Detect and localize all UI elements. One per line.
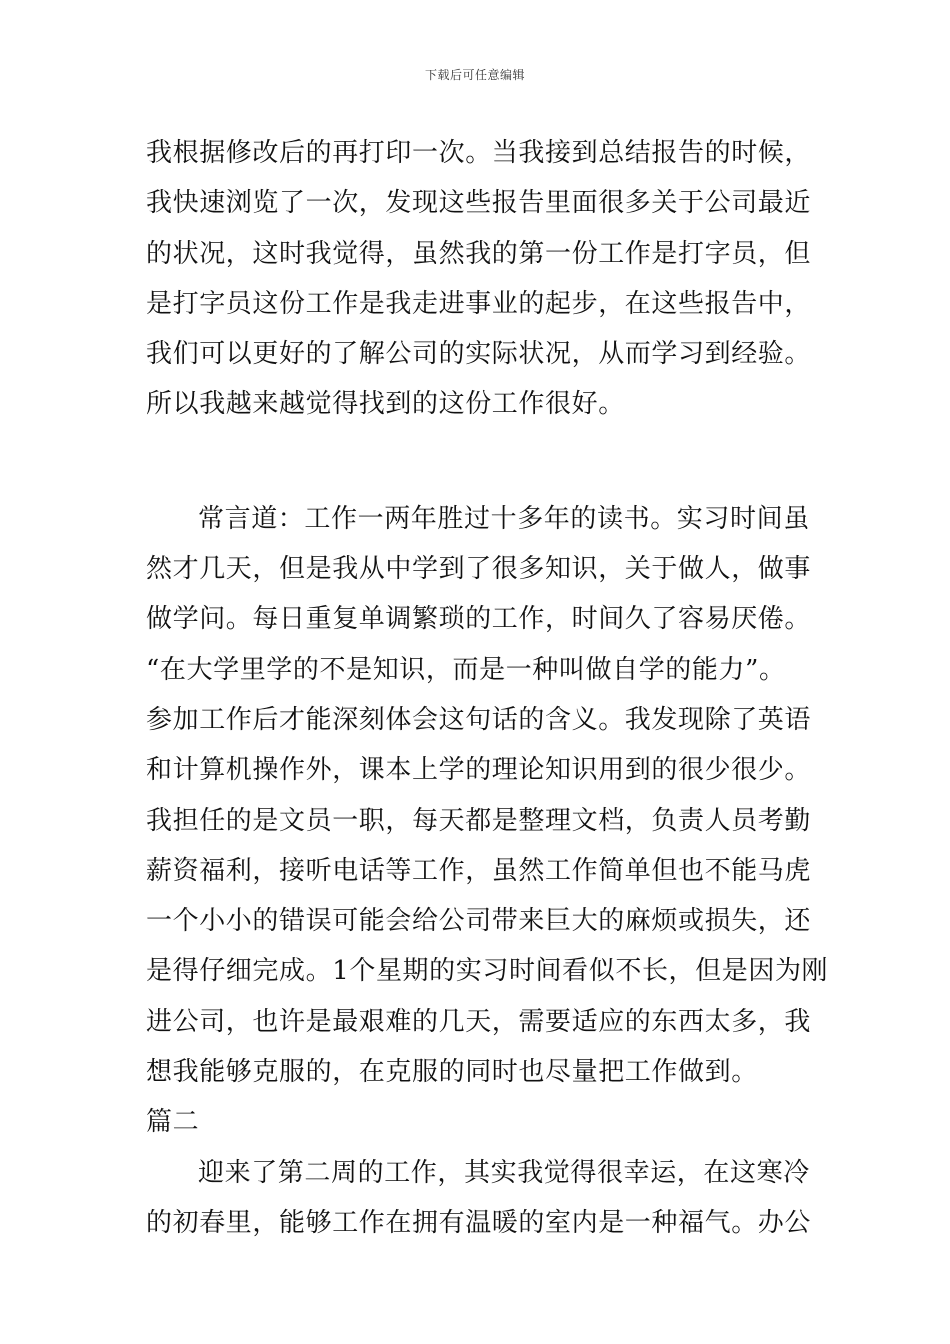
- text-line: 进公司，也许是最艰难的几天，需要适应的东西太多，我: [146, 1006, 812, 1037]
- section-heading: 篇二: [146, 1107, 200, 1138]
- paragraph-1: [146, 128, 812, 430]
- text-line: 所以我越来越觉得找到的这份工作很好。: [146, 389, 625, 420]
- paragraph-gap: [146, 430, 806, 494]
- text-line: 常言道：工作一两年胜过十多年的读书。实习时间虽: [198, 503, 810, 534]
- text-line: 参加工作后才能深刻体会这句话的含义。我发现除了英语: [146, 704, 812, 735]
- page-header: 下载后可任意编辑: [424, 68, 525, 82]
- paragraph-3: [146, 1148, 812, 1249]
- text-line: 迎来了第二周的工作，其实我觉得很幸运，在这寒冷: [198, 1157, 810, 1188]
- text-line: 的初春里，能够工作在拥有温暖的室内是一种福气。办公: [146, 1207, 812, 1238]
- text-line: 的状况，这时我觉得，虽然我的第一份工作是打字员，但: [146, 238, 812, 269]
- text-line: 薪资福利，接听电话等工作，虽然工作简单但也不能马虎: [146, 855, 812, 886]
- text-line: “在大学里学的不是知识，而是一种叫做自学的能力”。: [146, 654, 786, 685]
- text-line: 我们可以更好的了解公司的实际状况，从而学习到经验。: [146, 339, 812, 370]
- text-line: 是得仔细完成。1个星期的实习时间看似不长，但是因为刚: [146, 956, 829, 987]
- text-line: 我快速浏览了一次，发现这些报告里面很多关于公司最近: [146, 188, 812, 219]
- document-body: [146, 128, 829, 1248]
- text-line: 是打字员这份工作是我走进事业的起步，在这些报告中，: [146, 288, 812, 319]
- text-line: 然才几天，但是我从中学到了很多知识，关于做人，做事: [146, 554, 812, 585]
- text-line: 我根据修改后的再打印一次。当我接到总结报告的时候，: [146, 138, 812, 168]
- text-line: 做学问。每日重复单调繁琐的工作，时间久了容易厌倦。: [146, 604, 812, 635]
- paragraph-2: [146, 494, 829, 1098]
- text-line: 我担任的是文员一职，每天都是整理文档，负责人员考勤: [146, 805, 812, 836]
- text-line: 想我能够克服的，在克服的同时也尽量把工作做到。: [146, 1057, 758, 1088]
- text-line: 一个小小的错误可能会给公司带来巨大的麻烦或损失，还: [146, 906, 812, 937]
- text-line: 和计算机操作外，课本上学的理论知识用到的很少很少。: [146, 755, 812, 786]
